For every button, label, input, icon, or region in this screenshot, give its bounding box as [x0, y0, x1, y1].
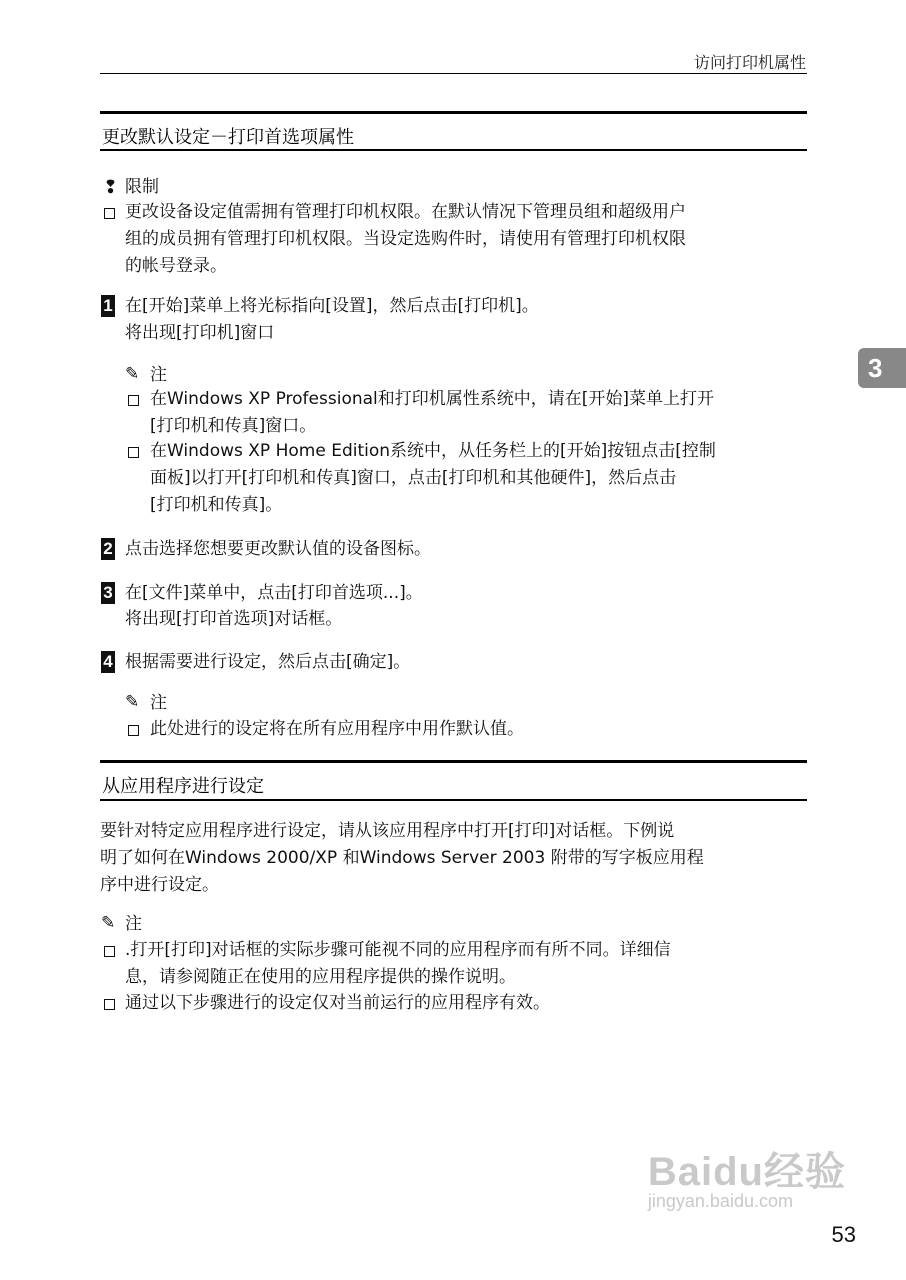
- step-text: 点击选择您想要更改默认值的设备图标。: [125, 539, 431, 559]
- step-number: 2: [101, 538, 115, 560]
- running-head: 访问打印机属性: [693, 53, 806, 72]
- step-subtext: 将出现[打印机]窗口: [125, 323, 275, 343]
- note-item: 在Windows XP Professional和打印机属性系统中，请在[开始]菜单上打开 [打印机和传真]窗口。: [150, 389, 715, 436]
- checkbox-icon: [104, 999, 115, 1010]
- pencil-icon: ✎: [125, 692, 140, 712]
- section-title: 从应用程序进行设定: [102, 776, 264, 797]
- section-bottom-rule: [100, 799, 807, 801]
- chapter-tab: 3: [858, 348, 906, 388]
- checkbox-icon: [104, 946, 115, 957]
- header-rule: [100, 73, 807, 74]
- page-number: 53: [831, 1222, 856, 1247]
- note-item: 通过以下步骤进行的设定仅对当前运行的应用程序有效。: [125, 993, 550, 1013]
- note-label: 注: [150, 693, 167, 713]
- restriction-icon: ❢: [103, 177, 119, 198]
- section-top-rule: [100, 111, 807, 114]
- section-bottom-rule: [100, 149, 807, 151]
- watermark: [648, 1140, 846, 1212]
- note-label: 注: [150, 365, 167, 385]
- note-item: 在Windows XP Home Edition系统中，从任务栏上的[开始]按钮点击[控制 面板]以打开[打印机和传真]窗口，点击[打印机和其他硬件]，然后点击 [打印机和传真]。: [150, 441, 716, 515]
- restriction-label: 限制: [125, 177, 159, 197]
- note-item: 此处进行的设定将在所有应用程序中用作默认值。: [150, 719, 524, 739]
- step-number: 1: [101, 295, 115, 317]
- step-text: 根据需要进行设定，然后点击[确定]。: [125, 652, 411, 672]
- note-label: 注: [125, 914, 142, 934]
- watermark-logo: Baidu经验: [647, 1150, 846, 1194]
- checkbox-icon: [128, 725, 139, 736]
- pencil-icon: ✎: [125, 364, 140, 384]
- section-top-rule: [100, 760, 807, 763]
- step-subtext: 将出现[打印首选项]对话框。: [125, 609, 343, 629]
- step-number: 3: [101, 582, 115, 604]
- paragraph: 要针对特定应用程序进行设定，请从该应用程序中打开[打印]对话框。下例说 明了如何在Windows 2000/XP 和Windows Server 2003 附带的写字板应用程 序中进行设定。: [100, 821, 704, 895]
- pencil-icon: ✎: [101, 913, 116, 933]
- note-item: .打开[打印]对话框的实际步骤可能视不同的应用程序而有所不同。详细信 息，请参阅随正在使用的应用程序提供的操作说明。: [125, 940, 671, 987]
- watermark-url: jingyan.baidu.com: [647, 1191, 793, 1211]
- checkbox-icon: [104, 208, 115, 219]
- checkbox-icon: [128, 447, 139, 458]
- checkbox-icon: [128, 395, 139, 406]
- step-text: 在[文件]菜单中，点击[打印首选项...]。: [125, 583, 423, 603]
- restriction-text: 更改设备设定值需拥有管理打印机权限。在默认情况下管理员组和超级用户 组的成员拥有管理打印机权限。当设定选购件时，请使用有管理打印机权限 的帐号登录。: [125, 202, 686, 276]
- step-text: 在[开始]菜单上将光标指向[设置]，然后点击[打印机]。: [125, 296, 539, 316]
- step-number: 4: [101, 651, 115, 673]
- section-title: 更改默认设定－打印首选项属性: [102, 127, 354, 148]
